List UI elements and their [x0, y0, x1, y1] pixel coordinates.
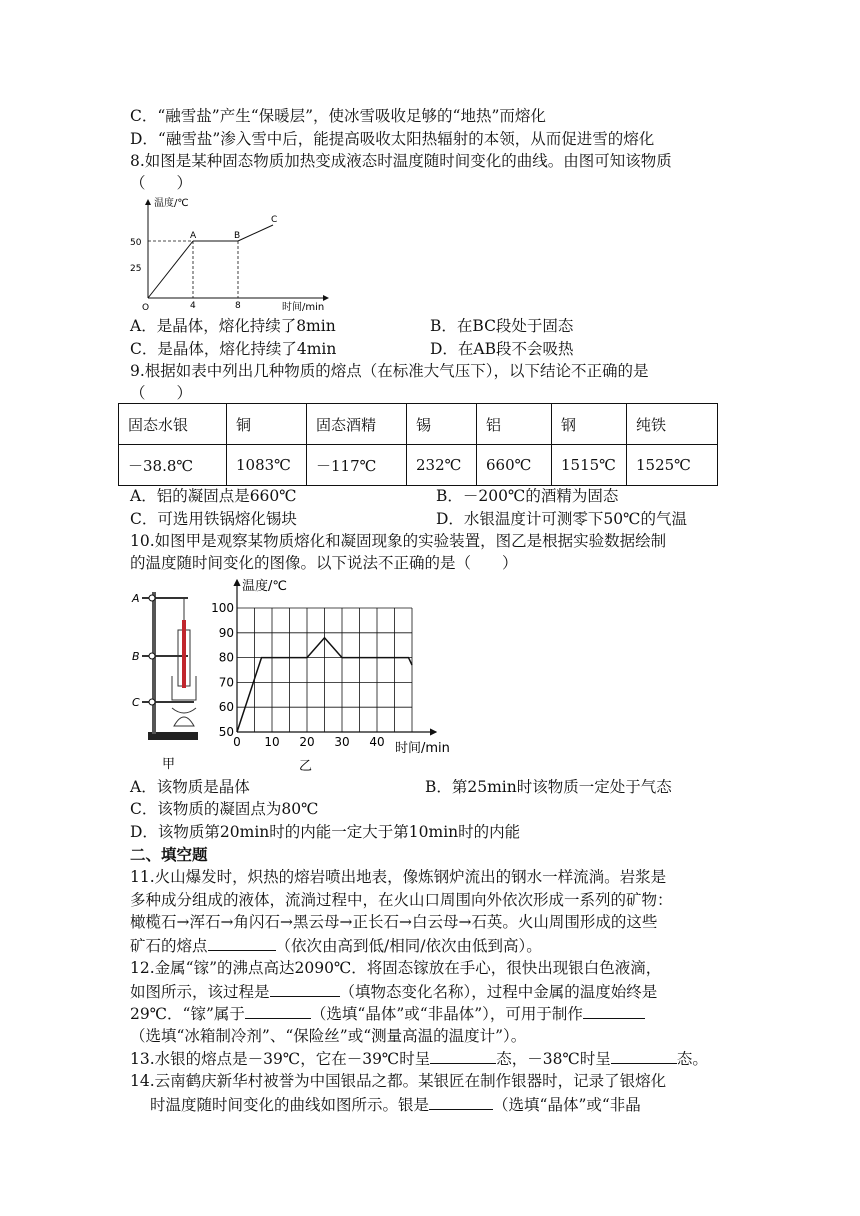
table-cell: 1083℃ [227, 445, 307, 486]
option-d-prev: D．“融雪盐”渗入雪中后，能提高吸收太阳热辐射的本领，从而促进雪的熔化 [130, 130, 655, 148]
q8-option-c: C．是晶体，熔化持续了4min [130, 340, 337, 358]
table-cell: 铝 [477, 404, 552, 445]
q8-option-a: A．是晶体，熔化持续了8min [130, 317, 336, 335]
q9-option-c: C．可选用铁锅熔化锡块 [130, 510, 297, 528]
question-12-l2 [130, 981, 657, 1002]
q11-blank[interactable] [208, 935, 276, 951]
q10-option-a: A．该物质是晶体 [130, 778, 250, 796]
table-cell: －38.8℃ [119, 445, 227, 486]
q13-text-c: 态。 [676, 1050, 708, 1068]
caption-yi: 乙 [299, 759, 313, 774]
q10-option-b: B．第25min时该物质一定处于气态 [425, 778, 672, 796]
q13-text-a: 13.水银的熔点是－39℃，它在－39℃时呈 [130, 1050, 431, 1068]
figure-10-apparatus [128, 580, 208, 774]
q9-option-a: A．铝的凝固点是660℃ [130, 487, 297, 505]
table-cell: 锡 [407, 404, 477, 445]
question-8: 8.如图是某种固态物质加热变成液态时温度随时间变化的曲线。由图可知该物质 [130, 152, 672, 170]
question-11-l3: 橄榄石→浑石→角闪石→黑云母→正长石→白云母→石英。火山周围形成的这些 [130, 913, 658, 931]
chart-xtick-label: 0 [233, 735, 241, 749]
fig8-ylabel: 温度/℃ [154, 198, 189, 209]
q14-blank[interactable] [429, 1094, 493, 1110]
q8-option-d: D．在AB段不会吸热 [430, 340, 574, 358]
q12-blank-1[interactable] [270, 981, 340, 997]
q10-option-c: C．该物质的凝固点为80℃ [130, 800, 319, 818]
chart-ytick-label: 60 [218, 700, 234, 715]
question-14-l2 [150, 1094, 641, 1115]
q12-blank-2[interactable] [245, 1003, 311, 1019]
chart-xlabel: 时间/min [395, 741, 450, 756]
q11-text-a: 矿石的熔点 [130, 937, 208, 955]
question-11-l2: 多种成分组成的液体，流淌过程中，在火山口周围向外依次形成一系列的矿物： [130, 891, 673, 909]
caption-jia: 甲 [162, 757, 176, 772]
q10-option-d: D．该物质第20min时的内能一定大于第10min时的内能 [130, 823, 521, 841]
question-10-cont: 的温度随时间变化的图像。以下说法不正确的是（ ） [130, 554, 518, 572]
melting-point-table [118, 403, 718, 486]
q12-text-a: 如图所示，该过程是 [130, 983, 270, 1001]
table-cell: 固态酒精 [307, 404, 407, 445]
question-12-l3 [130, 1003, 645, 1024]
fig8-xtick-4: 4 [190, 301, 196, 311]
figure-8-graph [128, 194, 338, 314]
chart-ylabel: 温度/℃ [242, 579, 287, 594]
fig8-origin: O [142, 303, 150, 313]
table-cell: 1515℃ [552, 445, 627, 486]
table-cell: 1525℃ [627, 445, 718, 486]
q9-option-d: D．水银温度计可测零下50℃的气温 [436, 510, 687, 528]
question-11-l4 [130, 935, 542, 956]
section-title-fill-in: 二、填空题 [130, 846, 208, 864]
fig8-point-c: C [271, 215, 278, 225]
fig8-point-a: A [190, 231, 197, 241]
chart-xtick-label: 30 [334, 735, 350, 749]
chart-xtick-label: 20 [299, 735, 315, 749]
chart-ytick-label: 70 [218, 675, 234, 690]
table-cell: 660℃ [477, 445, 552, 486]
fig8-xtick-8: 8 [235, 301, 241, 311]
table-cell: 固态水银 [119, 404, 227, 445]
apparatus-label-c: C [132, 696, 140, 709]
chart-xtick-label: 40 [369, 735, 385, 749]
chart-ytick-label: 100 [211, 601, 234, 615]
q13-blank-2[interactable] [611, 1048, 677, 1064]
table-cell: 232℃ [407, 445, 477, 486]
table-cell: 纯铁 [627, 404, 718, 445]
question-10: 10.如图甲是观察某物质熔化和凝固现象的实验装置，图乙是根据实验数据绘制 [130, 532, 667, 550]
question-12: 12.金属“镓”的沸点高达2090℃．将固态镓放在手心，很快出现银白色液滴， [130, 959, 662, 977]
table-cell: －117℃ [307, 445, 407, 486]
chart-xtick-label: 10 [264, 735, 280, 749]
q8-option-b: B．在BC段处于固态 [430, 317, 574, 335]
question-9-paren: （ ） [130, 384, 193, 402]
fig8-ytick-50: 50 [130, 238, 142, 248]
q12-text-c: 29℃．“镓”属于 [130, 1005, 245, 1023]
question-11: 11.火山爆发时，炽热的熔岩喷出地表，像炼钢炉流出的钢水一样流淌。岩浆是 [130, 868, 667, 886]
fig8-point-b: B [234, 231, 241, 241]
question-9: 9.根据如表中列出几种物质的熔点（在标准大气压下），以下结论不正确的是 [130, 362, 649, 380]
question-13 [130, 1048, 708, 1069]
q12-blank-3[interactable] [583, 1003, 645, 1019]
question-14: 14.云南鹤庆新华村被誉为中国银品之都。某银匠在制作银器时，记录了银熔化 [130, 1072, 667, 1090]
apparatus-label-b: B [132, 650, 140, 663]
q12-text-d: （选填“晶体”或“非晶体”），可用于制作 [310, 1005, 583, 1023]
table-row [119, 404, 718, 445]
q13-blank-1[interactable] [430, 1048, 496, 1064]
fig8-ytick-25: 25 [130, 264, 142, 274]
q14-text-a: 时温度随时间变化的曲线如图所示。银是 [150, 1096, 430, 1114]
fig8-xlabel: 时间/min [282, 302, 325, 313]
question-8-paren: （ ） [130, 174, 193, 192]
chart-ytick-label: 50 [218, 725, 234, 739]
q9-option-b: B．－200℃的酒精为固态 [436, 487, 619, 505]
figure-10-chart [210, 576, 460, 776]
apparatus-label-a: A [132, 592, 140, 605]
option-c-prev: C．“融雪盐”产生“保暖层”，使冰雪吸收足够的“地热”而熔化 [130, 107, 546, 125]
table-cell: 铜 [227, 404, 307, 445]
chart-ytick-label: 80 [218, 650, 234, 665]
q13-text-b: 态，－38℃时呈 [496, 1050, 611, 1068]
q14-text-b: （选填“晶体”或“非晶 [493, 1096, 641, 1114]
q11-text-b: （依次由高到低/相同/依次由低到高）。 [275, 937, 542, 955]
table-row [119, 445, 718, 486]
q12-text-b: （填物态变化名称），过程中金属的温度始终是 [339, 983, 658, 1001]
chart-ytick-label: 90 [218, 625, 234, 640]
table-cell: 钢 [552, 404, 627, 445]
question-12-l4: （选填“冰箱制冷剂”、“保险丝”或“测量高温的温度计”）。 [130, 1027, 527, 1045]
